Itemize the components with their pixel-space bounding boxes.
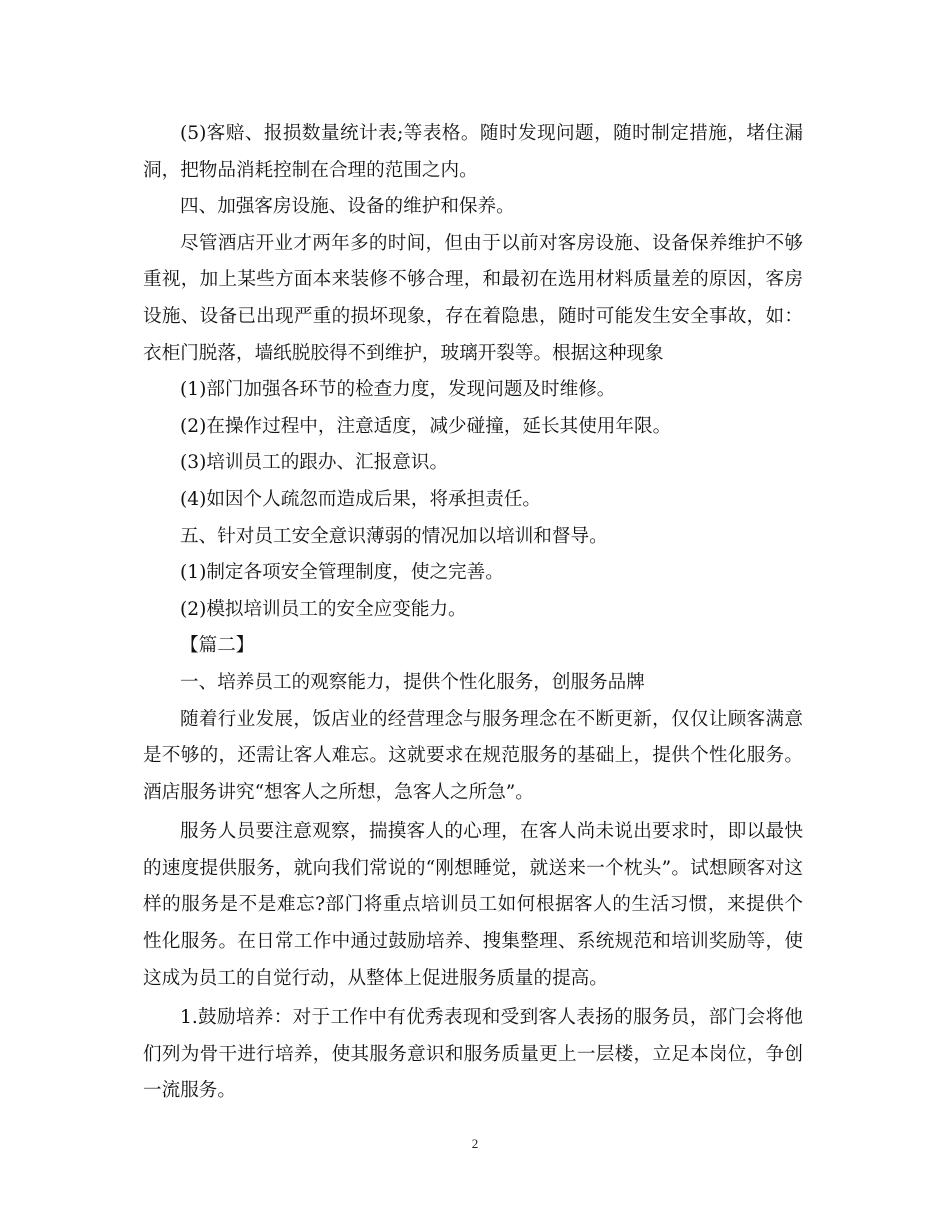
paragraph-1: (5)客赔、报损数量统计表;等表格。随时发现问题，随时制定措施，堵住漏洞，把物品消耗控制在合理的范围之内。 [143,123,803,181]
paragraph-3: 尽管酒店开业才两年多的时间，但由于以前对客房设施、设备保养维护不够重视，加上某些方面本来装修不够合理，和最初在选用材料质量差的原因，客房设施、设备已出现严重的损坏现象，存在着隐患，随时可能发生安全事故，如：衣柜门脱落，墙纸脱胶得不到维护，玻璃开裂等。根据这种现象 [143,232,803,364]
document-body [143,116,803,1110]
section-heading-5: 五、针对员工安全意识薄弱的情况加以培训和督导。 [180,525,608,547]
list-item: (1)制定各项安全管理制度，使之完善。 [180,562,504,584]
paragraph-15: 1.鼓励培养：对于工作中有优秀表现和受到客人表扬的服务员，部门会将他们列为骨干进行培养，使其服务意识和服务质量更上一层楼，立足本岗位，争创一流服务。 [143,1007,803,1102]
part-heading: 【篇二】 [180,635,255,657]
paragraph-13: 随着行业发展，饭店业的经营理念与服务理念在不断更新，仅仅让顾客满意是不够的，还需让客人难忘。这就要求在规范服务的基础上，提供个性化服务。酒店服务讲究“想客人之所想，急客人之所急”。 [143,708,803,803]
paragraph-14: 服务人员要注意观察，揣摸客人的心理，在客人尚未说出要求时，即以最快的速度提供服务，就向我们常说的“刚想睡觉，就送来一个枕头”。试想顾客对这样的服务是不是难忘?部门将重点培训员工如何根据客人的生活习惯，来提供个性化服务。在日常工作中通过鼓励培养、搜集整理、系统规范和培训奖励等，使这成为员工的自觉行动，从整体上促进服务质量的提高。 [143,821,803,989]
list-item: (1)部门加强各环节的检查力度，发现问题及时维修。 [180,379,616,401]
section-heading-1: 一、培养员工的观察能力，提供个性化服务，创服务品牌 [180,671,645,693]
list-item: (2)模拟培训员工的安全应变能力。 [180,598,467,620]
section-heading-4: 四、加强客房设施、设备的维护和保养。 [180,196,515,218]
list-item: (4)如因个人疏忽而造成后果，将承担责任。 [180,488,542,510]
list-item: (3)培训员工的跟办、汇报意识。 [180,452,449,474]
page-number: 2 [471,1136,479,1151]
list-item: (2)在操作过程中，注意适度，减少碰撞，延长其使用年限。 [180,415,672,437]
